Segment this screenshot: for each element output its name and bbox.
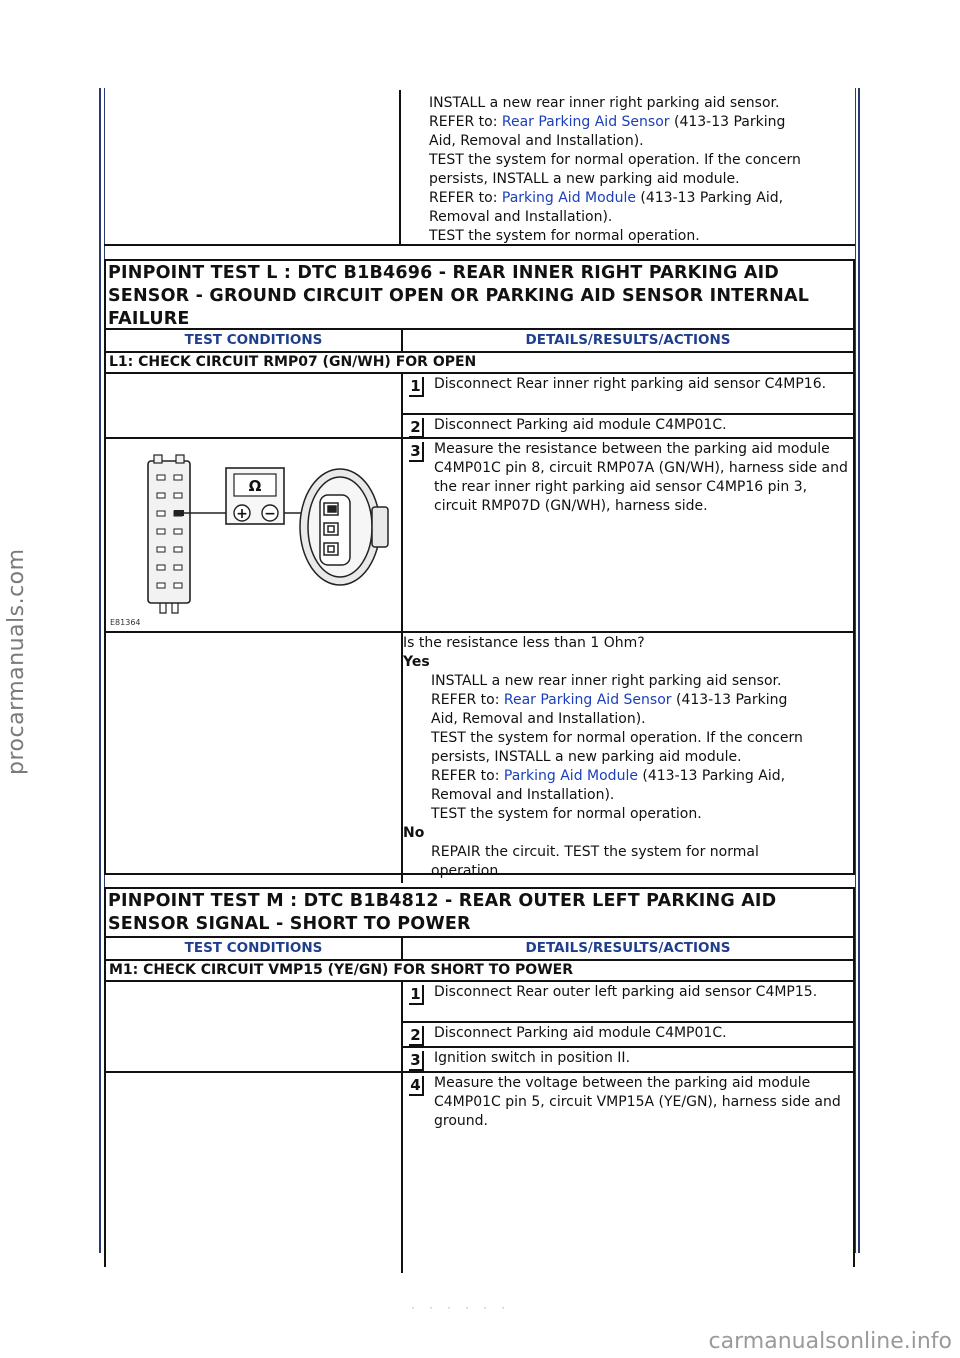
top-continuation-block [104, 90, 855, 246]
reference-link[interactable]: Parking Aid Module [503, 768, 638, 784]
action-line-text: (413-13 Parking Aid, [635, 190, 784, 206]
action-line-text: REFER to: [431, 692, 504, 708]
action-line [429, 151, 855, 170]
page-number-faint: · · · · · · [410, 1303, 510, 1314]
test-l-step-3 [403, 439, 853, 516]
action-line [431, 748, 851, 767]
action-line-text: REFER to: [431, 768, 504, 784]
action-line [431, 691, 851, 710]
action-line-text: Aid, Removal and Installation). [429, 133, 644, 149]
action-line [431, 672, 851, 691]
action-line [429, 132, 855, 151]
step-number: 3 [409, 442, 424, 462]
reference-link[interactable]: Rear Parking Aid Sensor [503, 692, 672, 708]
action-line-text: TEST the system for normal operation. If the concern [429, 152, 801, 168]
svg-text:+: + [236, 506, 248, 522]
right-frame-line-inner [855, 88, 856, 1253]
action-line [429, 170, 855, 189]
action-line [429, 189, 855, 208]
test-l-no-action: REPAIR the circuit. TEST the system for normal operation. [431, 844, 759, 879]
test-l-empty-condition-cell [106, 374, 403, 437]
sensor-connector [300, 469, 388, 585]
test-l-empty-results-cell [106, 633, 403, 883]
step-text: Disconnect Parking aid module C4MP01C. [434, 1025, 727, 1041]
test-l-row-step-3 [106, 437, 853, 631]
test-l-yes-label: Yes [403, 654, 430, 670]
test-l-title: PINPOINT TEST L : DTC B1B4696 - REAR INNER RIGHT PARKING AID SENSOR - GROUND CIRCUIT OPEN OR PARKING AID SENSOR INTERNAL FAILURE [108, 263, 810, 329]
left-frame-line [99, 88, 101, 1253]
test-l-col-details: DETAILS/RESULTS/ACTIONS [525, 332, 731, 348]
test-m-header-row [106, 936, 853, 959]
test-m-col-conditions: TEST CONDITIONS [106, 938, 403, 959]
action-line [429, 113, 855, 132]
figure-id: E81364 [110, 618, 141, 627]
test-m-empty-diagram-cell [106, 1073, 403, 1273]
step-number: 4 [409, 1076, 424, 1096]
test-m-row-step-4 [106, 1071, 853, 1273]
test-l-col-conditions: TEST CONDITIONS [106, 330, 403, 351]
step-text: Measure the voltage between the parking aid module C4MP01C pin 5, circuit VMP15A (YE/GN), harness side and ground. [434, 1075, 841, 1129]
action-line-text: Removal and Installation). [431, 787, 615, 803]
action-line [431, 710, 851, 729]
action-line [429, 208, 855, 227]
pinpoint-test-l [104, 259, 855, 879]
test-m-step-2 [403, 1023, 853, 1048]
step-number: 2 [409, 418, 424, 438]
reference-link[interactable]: Parking Aid Module [501, 190, 636, 206]
action-line-text: TEST the system for normal operation. [431, 806, 702, 822]
side-watermark: procarmanuals.com [4, 548, 29, 775]
action-line-text: (413-13 Parking [671, 692, 788, 708]
test-l-header-row [106, 328, 853, 351]
step-text: Measure the resistance between the parking aid module C4MP01C pin 8, circuit RMP07A (GN/WH), harness side and the rear inner right parking aid sensor C4MP16 pin 3, circuit RMP07D (GN/WH), harness side. [434, 441, 848, 514]
test-m-step-1 [403, 982, 853, 1023]
test-l-step-2 [403, 415, 853, 437]
bottom-watermark: carmanualsonline.info [708, 1329, 952, 1354]
step-number: 3 [409, 1051, 424, 1071]
test-m-subheading: M1: CHECK CIRCUIT VMP15 (YE/GN) FOR SHORT TO POWER [106, 959, 853, 980]
action-line-text: INSTALL a new rear inner right parking aid sensor. [429, 95, 780, 111]
step-text: Disconnect Parking aid module C4MP01C. [434, 417, 727, 433]
resistance-measurement-diagram [108, 443, 398, 629]
test-m-step-3 [403, 1048, 853, 1071]
test-l-row-results [106, 631, 853, 883]
action-line-text: (413-13 Parking [669, 114, 786, 130]
test-l-yes-actions [403, 672, 851, 824]
top-right-cell [401, 90, 855, 246]
action-line-text: persists, INSTALL a new parking aid module. [429, 171, 740, 187]
right-frame-line [858, 88, 860, 1253]
test-l-step-1 [403, 374, 853, 415]
action-line [429, 227, 855, 246]
svg-text:−: − [264, 506, 276, 522]
test-m-col-details: DETAILS/RESULTS/ACTIONS [525, 940, 731, 956]
action-line-text: INSTALL a new rear inner right parking aid sensor. [431, 673, 782, 689]
action-line [431, 786, 851, 805]
action-line-text: REFER to: [429, 190, 502, 206]
top-left-empty-cell [104, 90, 401, 246]
action-line-text: TEST the system for normal operation. [429, 228, 700, 244]
module-connector-body [148, 461, 190, 603]
test-l-subheading: L1: CHECK CIRCUIT RMP07 (GN/WH) FOR OPEN [106, 351, 853, 372]
test-m-step-4 [403, 1073, 853, 1131]
test-l-diagram-cell [106, 439, 403, 631]
test-m-empty-condition-cell [106, 982, 403, 1071]
action-line [431, 805, 851, 824]
action-line-text: Aid, Removal and Installation). [431, 711, 646, 727]
step-number: 1 [409, 377, 424, 397]
step-text: Disconnect Rear inner right parking aid sensor C4MP16. [434, 376, 827, 392]
step-text: Ignition switch in position II. [434, 1050, 631, 1066]
test-m-title: PINPOINT TEST M : DTC B1B4812 - REAR OUTER LEFT PARKING AID SENSOR SIGNAL - SHORT TO POWER [108, 891, 777, 934]
action-line [431, 767, 851, 786]
reference-link[interactable]: Rear Parking Aid Sensor [501, 114, 670, 130]
action-line [429, 94, 855, 113]
action-line-text: TEST the system for normal operation. If the concern [431, 730, 803, 746]
action-line-text: (413-13 Parking Aid, [637, 768, 786, 784]
action-line-text: persists, INSTALL a new parking aid module. [431, 749, 742, 765]
test-l-no-label: No [403, 825, 425, 841]
action-line [431, 729, 851, 748]
step-number: 2 [409, 1026, 424, 1046]
step-text: Disconnect Rear outer left parking aid sensor C4MP15. [434, 984, 818, 1000]
pinpoint-test-m [104, 887, 855, 1267]
action-line-text: REFER to: [429, 114, 502, 130]
test-m-row-steps-1-3 [106, 980, 853, 1071]
action-line-text: Removal and Installation). [429, 209, 613, 225]
test-l-row-steps-1-2 [106, 372, 853, 437]
test-l-question: Is the resistance less than 1 Ohm? [403, 635, 645, 651]
top-action-lines [429, 94, 855, 246]
step-number: 1 [409, 985, 424, 1005]
ohm-symbol: Ω [248, 477, 262, 495]
